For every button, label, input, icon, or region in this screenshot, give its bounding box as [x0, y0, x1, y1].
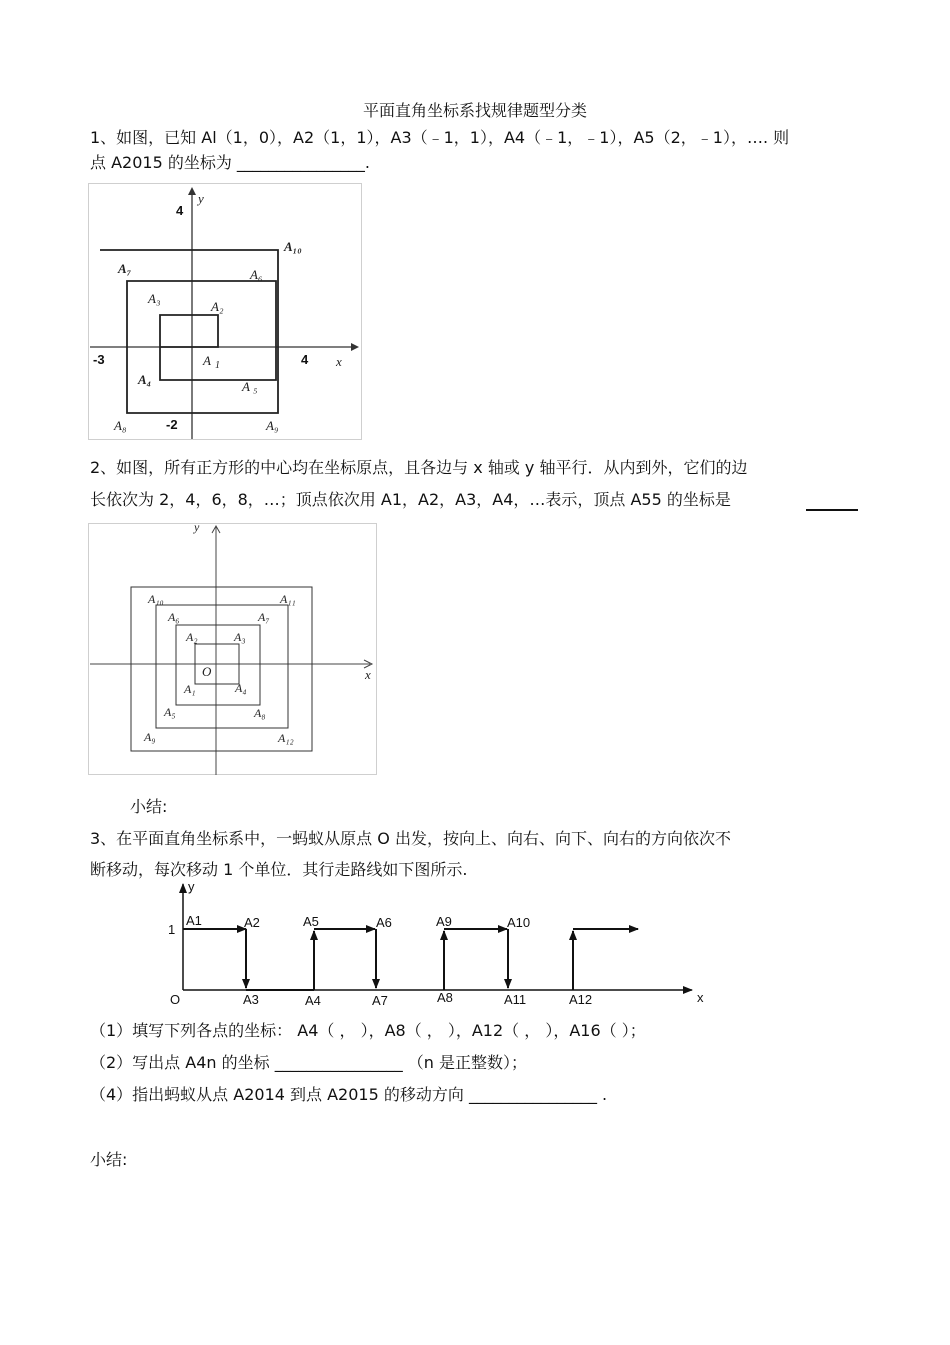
label-A6: A₆ — [168, 610, 180, 624]
label-A5: A₅ — [164, 705, 176, 719]
q2-text-line1: 2、如图，所有正方形的中心均在坐标原点，且各边与 x 轴或 y 轴平行．从内到外，它们的边 — [90, 458, 748, 477]
x-label: x — [697, 990, 704, 1005]
label-A11: A₁₁ — [280, 592, 296, 606]
y-axis-arrow — [188, 187, 196, 195]
label-A5: A ₅ — [242, 379, 258, 394]
summary-2: 小结: — [90, 1150, 128, 1169]
label-A9: A₉ — [144, 730, 156, 744]
tick-neg3: -3 — [93, 352, 105, 367]
label-A9: A₉ — [266, 418, 279, 433]
label-A8: A₈ — [254, 706, 266, 720]
q3-text-line2: 断移动，每次移动 1 个单位．其行走路线如下图所示. — [90, 860, 468, 879]
page-title: 平面直角坐标系找规律题型分类 — [362, 101, 587, 120]
q2-answer-blank — [806, 509, 858, 511]
q1-figure — [88, 183, 363, 441]
origin-label: O — [202, 664, 212, 679]
label-A7: A₇ — [258, 610, 270, 624]
label-A11: A11 — [504, 992, 527, 1007]
summary-1: 小结: — [130, 797, 168, 816]
q1-text-line2: 点 A2015 的坐标为 ________________. — [90, 153, 371, 172]
y-label: y — [194, 523, 200, 534]
label-A3: A₃ — [234, 630, 246, 644]
label-A2: A₂ — [211, 299, 224, 314]
tick-4x: 4 — [301, 352, 309, 367]
label-A2: A2 — [244, 915, 260, 930]
label-A3: A₃ — [148, 291, 161, 306]
y-label: y — [198, 191, 204, 206]
label-A1-sub: 1 — [215, 360, 220, 371]
label-A9: A9 — [436, 914, 452, 929]
label-A8: A8 — [437, 990, 453, 1005]
q2-text-line2: 长依次为 2，4，6，8，…；顶点依次用 A1，A2，A3，A4，…表示，顶点 A55 的坐标是 — [90, 490, 731, 509]
x-label: x — [336, 354, 342, 369]
ant-path — [183, 929, 638, 990]
label-A10: A10 — [507, 915, 531, 930]
q3-sub2: （2）写出点 A4n 的坐标 ________________ （n 是正整数）； — [90, 1053, 528, 1072]
tick-1: 1 — [168, 922, 176, 937]
label-A12: A₁₂ — [278, 731, 294, 745]
label-A2: A₂ — [186, 630, 198, 644]
label-A1: A1 — [186, 913, 202, 928]
q2-figure — [88, 523, 378, 776]
label-A7: A₇ — [118, 261, 132, 276]
label-A7: A7 — [372, 993, 388, 1008]
label-A10: A₁₀ — [284, 239, 302, 254]
label-A1: A₁ — [184, 682, 196, 696]
label-A8: A₈ — [114, 418, 127, 433]
square-4 — [131, 587, 312, 751]
q3-sub1: （1）填写下列各点的坐标： A4（ ， ），A8（ ， ），A12（ ， ），A16（ ）； — [90, 1021, 646, 1040]
q3-figure — [160, 878, 705, 1010]
x-label: x — [365, 667, 371, 682]
label-A1: A — [203, 353, 211, 368]
label-A12: A12 — [569, 992, 593, 1007]
q3-text-line1: 3、在平面直角坐标系中，一蚂蚁从原点 O 出发，按向上、向右、向下、向右的方向依次不 — [90, 829, 731, 848]
tick-4y: 4 — [176, 203, 184, 218]
q3-sub4: （4）指出蚂蚁从点 A2014 到点 A2015 的移动方向 ________________ . — [90, 1085, 608, 1104]
label-A5: A5 — [303, 914, 319, 929]
label-A6: A6 — [376, 915, 392, 930]
label-A3: A3 — [243, 992, 259, 1007]
tick-neg2: -2 — [166, 417, 178, 432]
q1-text-line1: 1、如图，已知 Al（1，0），A2（1，1），A3（﹣1，1），A4（﹣1，﹣1），A5（2，﹣1），…. 则 — [90, 128, 790, 147]
x-axis-arrow — [351, 343, 359, 351]
label-A6: A₆ — [250, 267, 263, 282]
origin-label: O — [170, 992, 181, 1007]
y-label: y — [188, 879, 195, 894]
label-A4: A₄ — [138, 372, 152, 387]
label-A10: A₁₀ — [148, 592, 164, 606]
label-A4: A4 — [305, 993, 321, 1008]
label-A4: A₄ — [235, 681, 247, 695]
